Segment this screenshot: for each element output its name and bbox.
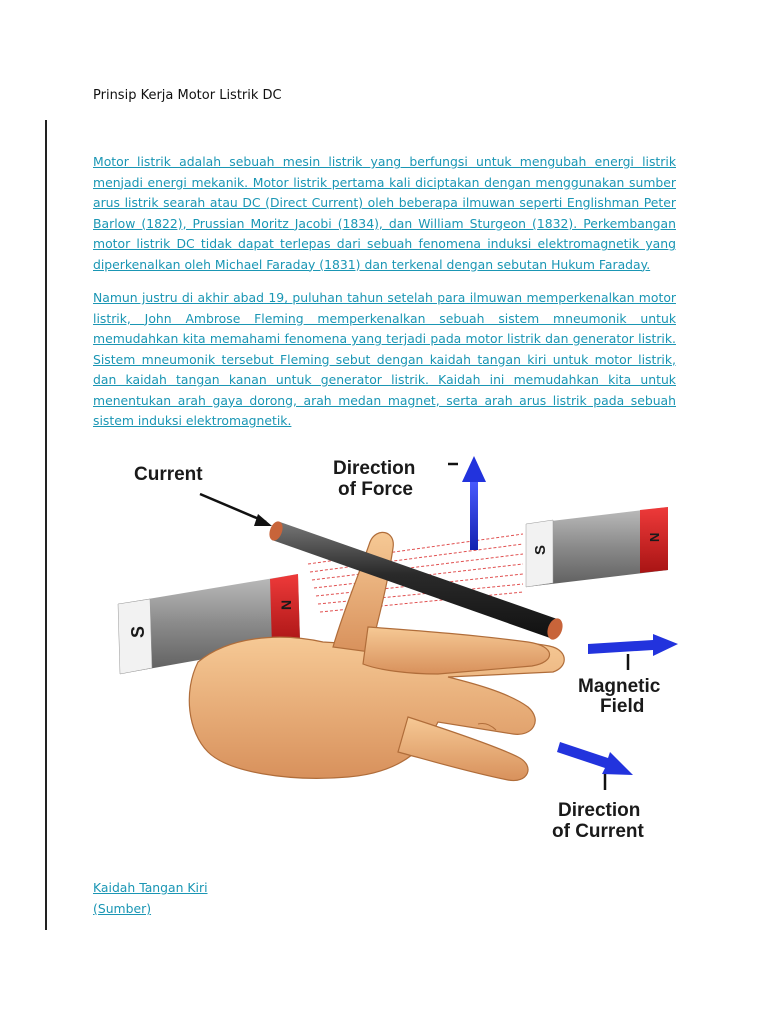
- left-magnet-s-label: S: [128, 625, 148, 638]
- field-arrow-icon: [588, 634, 678, 656]
- dcurrent-label-line2: of Current: [552, 821, 644, 842]
- paragraph-2[interactable]: Namun justru di akhir abad 19, puluhan tahun setelah para ilmuwan memperkenalkan motor listrik, John Ambrose Fleming memperkenalkan sebuah sistem mneumonik untuk memudahkan kita memahami fenomena yang terjadi pada motor listrik dan generator listrik. Sistem mneumonik tersebut Fleming sebut dengan kaidah tangan kiri untuk motor listrik, dan kaidah tangan kanan untuk generator listrik. Kaidah ini memudahkan kita untuk menentukan arah gaya dorong, arah medan magnet, serta arah arus listrik pada sebuah sistem induksi elektromagnetik.: [93, 290, 676, 428]
- right-magnet-n-label: N: [647, 532, 662, 542]
- right-magnet-s-label: S: [532, 544, 549, 555]
- conductor-rod: [267, 520, 565, 642]
- paragraph-1[interactable]: Motor listrik adalah sebuah mesin listrik yang berfungsi untuk mengubah energi listrik menjadi energi mekanik. Motor listrik pertama kali diciptakan dengan menggunakan sumber arus listrik searah atau DC (Direct Current) oleh beberapa ilmuwan seperti Englishman Peter Barlow (1822), Prussian Moritz Jacobi (1834), dan William Sturgeon (1832). Perkembangan motor listrik DC tidak dapat terlepas dari sebuah fenomena induksi elektromagnetik yang diperkenalkan oleh Michael Faraday (1831) dan terkenal dengan sebutan Hukum Faraday.: [93, 154, 676, 272]
- current-pointer-head-icon: [254, 514, 272, 526]
- index-finger: [363, 627, 550, 674]
- margin-bar: [45, 120, 47, 930]
- caption-source-link[interactable]: (Sumber): [93, 901, 152, 916]
- force-label-line2: of Force: [338, 479, 413, 500]
- current-arrow-icon: [557, 742, 633, 775]
- current-pointer-line: [200, 494, 266, 522]
- caption-title-link[interactable]: Kaidah Tangan Kiri: [93, 880, 208, 895]
- right-magnet: [526, 507, 668, 587]
- force-label-line1: Direction: [333, 458, 416, 479]
- field-label-line1: Magnetic: [578, 676, 661, 697]
- dcurrent-label-line1: Direction: [558, 800, 641, 821]
- left-magnet-n-label: N: [278, 599, 294, 610]
- figure-caption: [93, 877, 208, 919]
- current-label: Current: [134, 464, 203, 485]
- fleming-left-hand-figure: [108, 452, 683, 847]
- field-label-line2: Field: [600, 696, 645, 717]
- force-arrow-icon: [462, 456, 486, 550]
- page-title: Prinsip Kerja Motor Listrik DC: [93, 88, 282, 103]
